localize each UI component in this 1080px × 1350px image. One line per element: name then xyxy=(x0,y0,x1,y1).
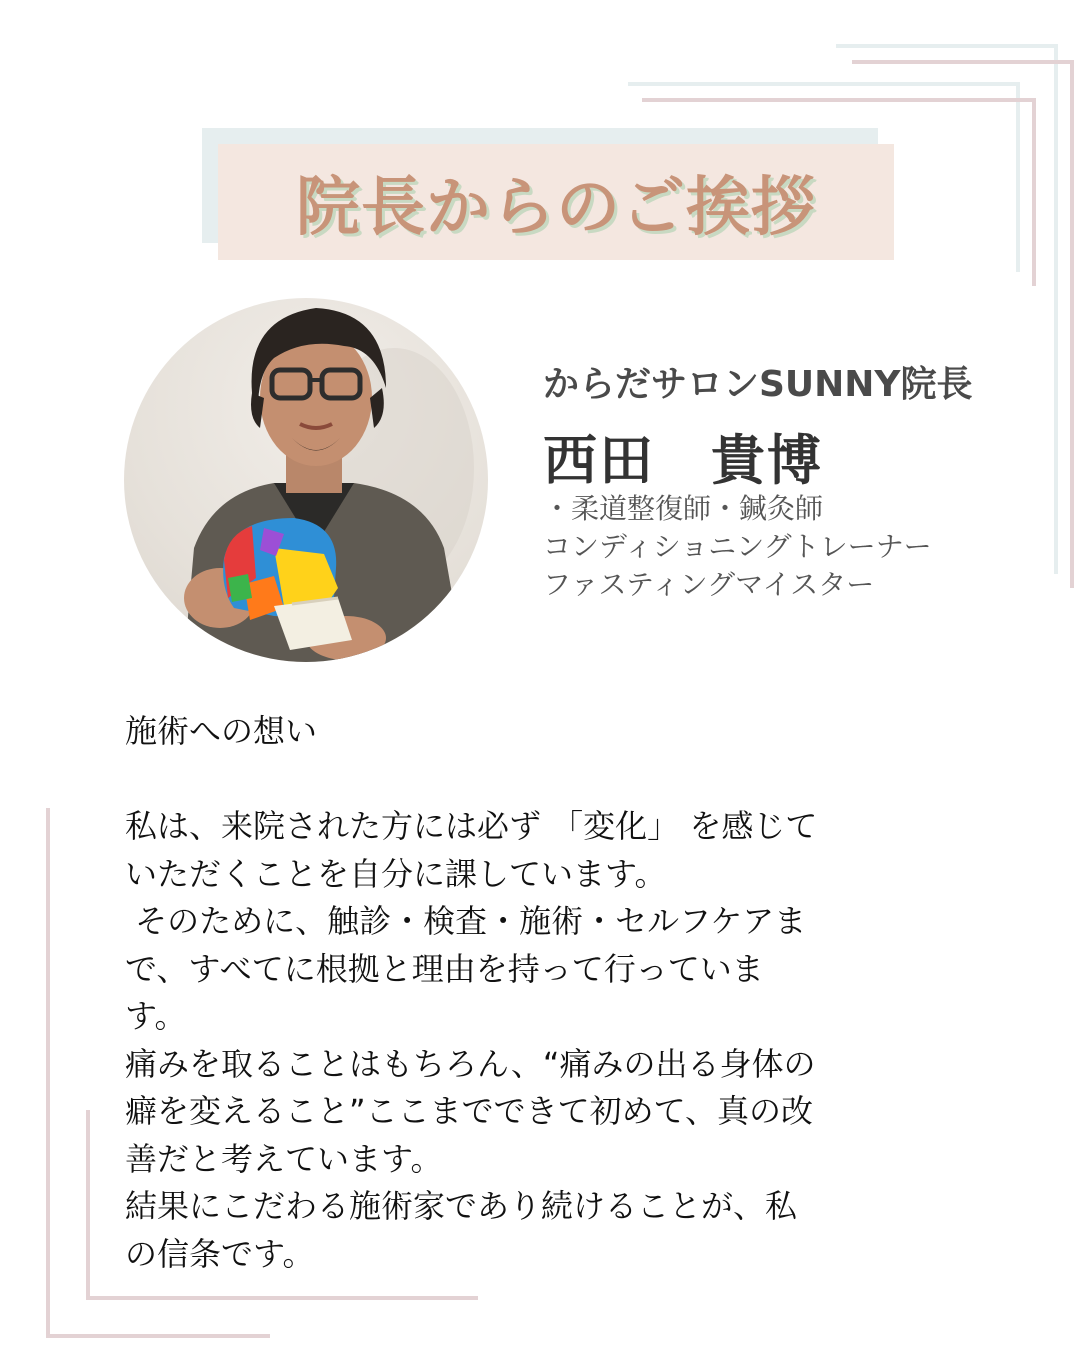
decor-line xyxy=(836,44,1058,48)
decor-line xyxy=(1016,82,1020,272)
decor-line xyxy=(628,82,1020,86)
clinic-role: からだサロンSUNNY院長 xyxy=(543,364,973,405)
message-line: いただくことを自分に課しています。 xyxy=(125,854,667,893)
decor-line xyxy=(86,1296,478,1300)
message-line: そのために、触診・検査・施術・セルフケアま xyxy=(125,902,807,940)
paragraph-gap xyxy=(125,756,915,804)
message-line: 私は、来院された方には必ず 「変化」 を感じて xyxy=(125,807,818,845)
message-line: 結果にこだわる施術家であり続けることが、私 xyxy=(125,1187,798,1225)
message-line: の信条です。 xyxy=(125,1234,315,1273)
portrait-illustration xyxy=(124,298,488,662)
qualification-item: コンディショニングトレーナー xyxy=(543,530,932,563)
decor-line xyxy=(1032,98,1036,286)
decor-line xyxy=(86,1110,90,1300)
message-line: 癖を変えること”ここまでできて初めて、真の改 xyxy=(125,1092,813,1130)
page-title: 院長からのご挨拶 xyxy=(296,171,816,245)
decor-line xyxy=(46,1334,270,1338)
message-body xyxy=(125,708,915,1278)
message-line: で、すべてに根拠と理由を持って行っていま xyxy=(125,949,764,988)
message-line: 善だと考えています。 xyxy=(125,1139,443,1178)
message-line: す。 xyxy=(125,997,187,1035)
qualification-item: ファスティングマイスター xyxy=(543,568,875,601)
message-line: 痛みを取ることはもちろん、“痛みの出る身体の xyxy=(125,1044,816,1083)
decor-line xyxy=(1070,60,1074,588)
decor-line xyxy=(642,98,1036,102)
title-banner xyxy=(218,144,894,260)
qualifications-list xyxy=(543,490,932,604)
decor-line xyxy=(852,60,1074,64)
qualification-item: ・柔道整復師・鍼灸師 xyxy=(543,492,824,525)
director-name: 西田 貴博 xyxy=(543,429,823,492)
decor-line xyxy=(46,808,50,1338)
decor-line xyxy=(1054,44,1058,574)
profile-photo xyxy=(124,298,488,662)
message-heading: 施術への想い xyxy=(125,712,318,750)
